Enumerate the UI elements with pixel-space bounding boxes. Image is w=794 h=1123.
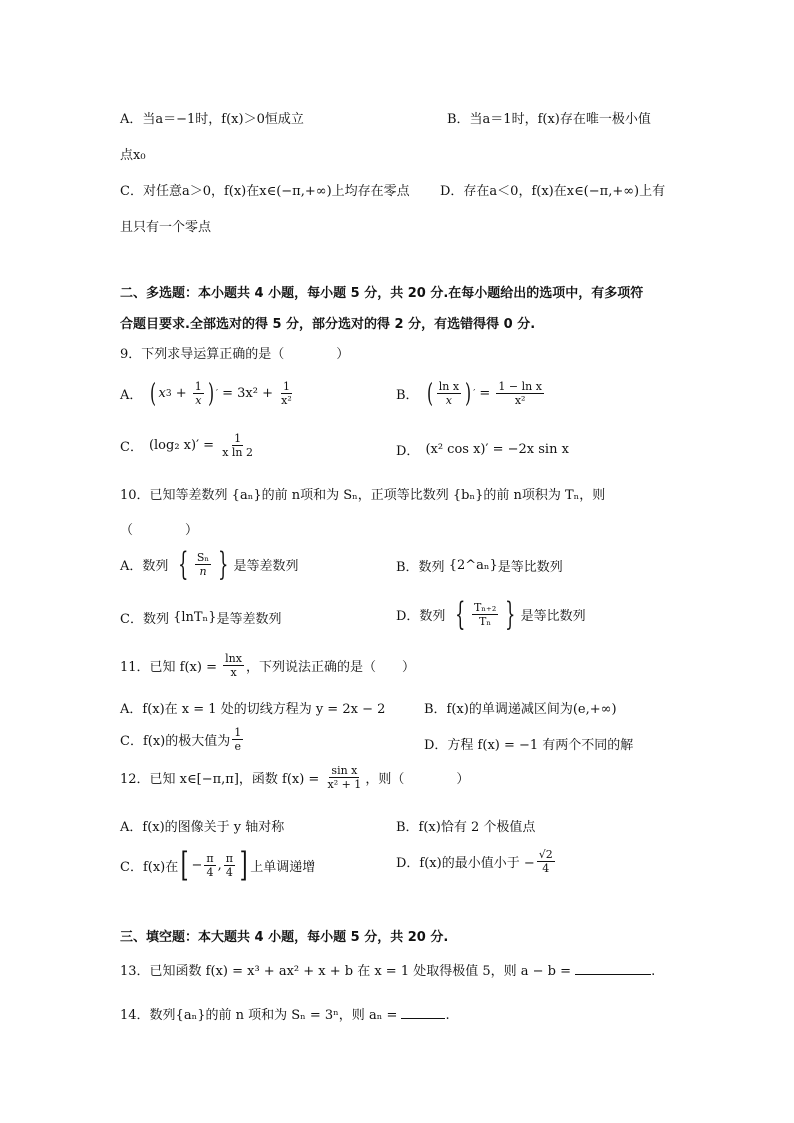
q10-c-label: C．数列: [120, 612, 169, 627]
q8-option-d: D．存在a＜0，f(x)在x∈(−π,+∞)上有: [440, 184, 666, 199]
q11-stem: [120, 652, 415, 679]
q11-option-d: D．方程 f(x) = −1 有两个不同的解: [424, 738, 634, 753]
q13: [120, 960, 655, 979]
q10-c-middle: lnTₙ: [181, 610, 209, 625]
q10-b-tail: 是等比数列: [497, 560, 563, 575]
q11-option-b: B．f(x)的单调递减区间为(e,+∞): [424, 702, 617, 717]
q11-c-denominator: e: [234, 740, 241, 753]
q12-stem-pre: 12．已知 x∈[−π,π]，函数 f(x) =: [120, 772, 320, 787]
q12-option-d: [396, 848, 557, 875]
q11-stem-post: ，下列说法正确的是（ ）: [245, 660, 415, 675]
q12-stem-denominator: x² + 1: [327, 778, 362, 791]
q12-option-b: B．f(x)恰有 2 个极值点: [396, 820, 536, 835]
q9-b-denominator: x²: [514, 394, 526, 407]
q10-b-label: B．数列: [396, 560, 445, 575]
q12-d-denominator: 4: [542, 862, 550, 875]
q12-c-numerator-2: π: [225, 851, 234, 865]
q8-option-a: A．当a＝−1时，f(x)＞0恒成立: [120, 112, 304, 127]
q11-option-a: A．f(x)在 x = 1 处的切线方程为 y = 2x − 2: [120, 702, 386, 717]
q12-c-pre: C．f(x)在: [120, 859, 179, 875]
q8-option-b-continued: 点x₀: [120, 148, 146, 163]
q10-option-b: B．数列 { 2^aₙ } 是等比数列: [396, 558, 563, 575]
q10-d-label: D．数列: [396, 608, 446, 624]
q8-option-c: C．对任意a＞0，f(x)在x∈(−π,+∞)上均存在零点: [120, 184, 410, 199]
section2-heading-line1: 二、多选题：本小题共 4 小题，每小题 5 分，共 20 分.在每小题给出的选项中，有多项符: [120, 286, 644, 301]
q9-b-label: B．: [396, 388, 419, 403]
q12-stem: [120, 764, 469, 791]
q11-c-numerator: 1: [234, 726, 242, 739]
q9-c-label: C．: [120, 440, 143, 455]
q9-a-rhs: = 3x² +: [222, 386, 274, 401]
q9-option-b: B． ( $\frac{\text{ln x}}{x}$ ) ′ = $\frac{\text{1 − ln x}}{\text{x²}}$: [396, 378, 542, 409]
q12-c-denominator-2: 4: [225, 865, 233, 879]
q11-stem-pre: 11．已知 f(x) =: [120, 660, 217, 675]
q9-c-numerator: 1: [234, 432, 242, 445]
q9-a-label: A．: [120, 388, 143, 403]
q11-stem-numerator: lnx: [225, 652, 242, 665]
q9-c-lhs: (log₂ x)′ =: [148, 438, 215, 453]
q11-stem-denominator: x: [230, 666, 237, 679]
q9-c-denominator: x ln 2: [222, 446, 254, 459]
q10-d-tail: 是等比数列: [520, 608, 586, 624]
q9-stem: 9．下列求导运算正确的是（ ）: [120, 347, 350, 362]
q10-a-tail: 是等差数列: [233, 558, 299, 574]
q12-c-numerator-1: π: [206, 851, 214, 865]
q14-answer-blank[interactable]: [401, 1018, 445, 1019]
q10-option-d: D．数列 { $\frac{\text{Tₙ₊₂}}{\text{Tₙ}}$ } 是等比数列: [396, 595, 586, 633]
q11-option-c: [120, 726, 245, 753]
q10-option-c: C．数列 { lnTₙ } 是等差数列: [120, 610, 282, 627]
q9-option-a: A． ( x 3 + $\frac{1}{x}$ ) ′ = 3x² + $\frac{1}{\text{x²}}$: [120, 378, 292, 409]
q9-option-c: [120, 432, 257, 459]
q14-text: 14．数列{aₙ}的前 n 项和为 Sₙ = 3ⁿ，则 aₙ =: [120, 1008, 398, 1023]
q12-option-a: A．f(x)的图像关于 y 轴对称: [120, 820, 285, 835]
q14-end: .: [445, 1008, 450, 1023]
q12-d-numerator: √2: [538, 848, 553, 861]
q10-b-middle: 2^aₙ: [456, 558, 490, 573]
q9-d-label: D．: [396, 444, 420, 459]
q10-d-numerator: Tₙ₊₂: [473, 600, 497, 614]
q13-end: .: [651, 964, 656, 979]
q11-c-pre: C．f(x)的极大值为: [120, 734, 231, 749]
q10-d-denominator: Tₙ: [479, 614, 492, 628]
q12-c-denominator-1: 4: [206, 865, 214, 879]
q13-text: 13．已知函数 f(x) = x³ + ax² + x + b 在 x = 1 处取得极值 5，则 a − b =: [120, 964, 572, 979]
q8-option-b: B．当a＝1时，f(x)存在唯一极小值: [447, 112, 651, 127]
q10-a-denominator: n: [199, 564, 207, 578]
q10-a-numerator: Sₙ: [196, 550, 210, 564]
q10-option-a: A．数列 { $\frac{\text{Sₙ}}{n}$ } 是等差数列: [120, 545, 299, 583]
q9-option-d: [396, 440, 569, 459]
q12-option-c: C．f(x)在 [ − $\frac{\pi}{4}$ , $\frac{\pi}{4}$ ] 上单调递增: [120, 845, 316, 885]
q12-d-pre: D．f(x)的最小值小于 −: [396, 856, 535, 871]
q10-stem: 10．已知等差数列 {aₙ}的前 n项和为 Sₙ，正项等比数列 {bₙ}的前 n项积为 Tₙ，则: [120, 488, 606, 503]
section3-heading: 三、填空题：本大题共 4 小题，每小题 5 分，共 20 分.: [120, 930, 449, 945]
q9-b-numerator: 1 − ln x: [498, 380, 542, 393]
section2-heading-line2: 合题目要求.全部选对的得 5 分，部分选对的得 2 分，有选错得得 0 分.: [120, 317, 536, 332]
q13-answer-blank[interactable]: [575, 974, 651, 975]
q8-option-d-continued: 且只有一个零点: [120, 220, 212, 235]
q12-stem-post: ，则（ ）: [365, 772, 470, 787]
q14: [120, 1004, 450, 1023]
q10-paren: （ ）: [120, 523, 199, 538]
q12-stem-numerator: sin x: [331, 764, 358, 777]
q10-a-label: A．数列: [120, 558, 169, 574]
q10-c-tail: 是等差数列: [216, 612, 282, 627]
q9-d-text: (x² cos x)′ = −2x sin x: [425, 442, 569, 457]
q12-c-post: 上单调递增: [250, 859, 316, 875]
